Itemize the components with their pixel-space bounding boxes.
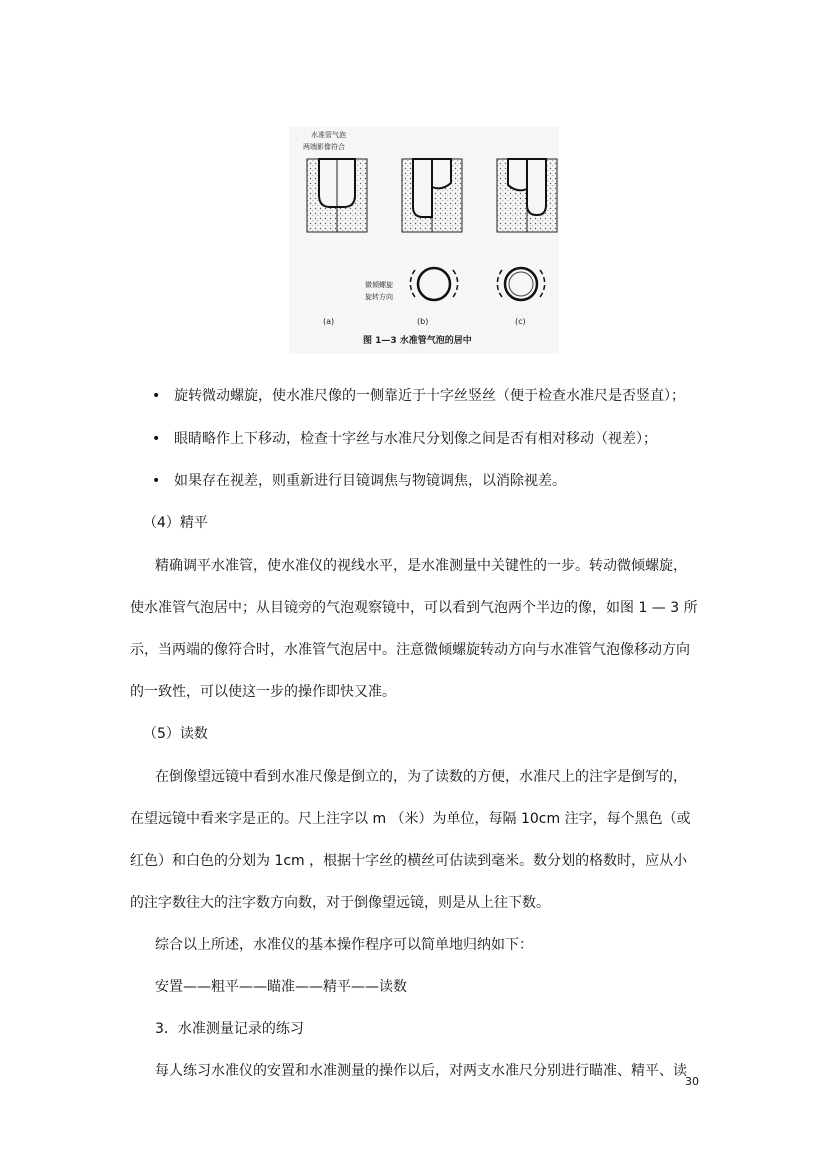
fig-left-label-2: 旋转方向 — [365, 293, 393, 301]
para-6-line-1: 每人练习水准仪的安置和水准测量的操作以后，对两支水准尺分别进行瞄准、精平、读 — [155, 1063, 687, 1079]
para-4-line-2: 使水准管气泡居中；从目镜旁的气泡观察镜中，可以看到气泡两个半边的像，如图 1 — 3 所 — [130, 600, 698, 616]
fig-top-label-2: 两端影像符合 — [303, 143, 345, 151]
bullet-dot: • — [152, 388, 161, 404]
panel-b-tube — [402, 159, 462, 232]
summary-text: 综合以上所述，水准仪的基本操作程序可以简单地归纳如下： — [155, 937, 533, 953]
para-5-line-2: 在望远镜中看来字是正的。尺上注字以 m （米）为单位，每隔 10cm 注字，每个黑色（或 — [130, 811, 691, 827]
bullet-item-1: 旋转微动螺旋，使水准尺像的一侧靠近于十字丝竖丝（便于检查水准尺是否竖直）； — [174, 388, 685, 404]
fig-top-label-1: 水准管气泡 — [311, 131, 346, 139]
bullet-dot: • — [152, 431, 161, 447]
para-4-line-3: 示，当两端的像符合时，水准管气泡居中。注意微倾螺旋转动方向与水准管气泡像移动方向 — [130, 642, 690, 658]
panel-label-a: (a) — [323, 317, 335, 326]
bullet-dot: • — [152, 473, 161, 489]
panel-c-tube — [497, 159, 557, 232]
heading-fine-leveling: （4）精平 — [143, 515, 208, 531]
bullet-item-3: 如果存在视差，则重新进行目镜调焦与物镜调焦，以消除视差。 — [174, 473, 566, 489]
section-3-heading: 3．水准测量记录的练习 — [155, 1021, 304, 1037]
figure-bubble-centering — [289, 127, 559, 354]
panel-label-c: (c) — [515, 317, 526, 326]
panel-label-b: (b) — [417, 317, 429, 326]
panel-c-knob — [497, 268, 544, 300]
para-5-line-4: 的注字数往大的注字数方向数，对于倒像望远镜，则是从上往下数。 — [130, 895, 550, 911]
para-4-line-4: 的一致性，可以使这一步的操作即快又准。 — [130, 684, 396, 700]
figure-caption: 图 1—3 水准管气泡的居中 — [363, 336, 472, 346]
para-4-line-1: 精确调平水准管，使水准仪的视线水平，是水准测量中关键性的一步。转动微倾螺旋， — [155, 558, 687, 574]
figure-drawing — [289, 127, 559, 354]
para-5-line-1: 在倒像望远镜中看到水准尺像是倒立的，为了读数的方便，水准尺上的注字是倒写的， — [155, 769, 687, 785]
heading-reading: （5）读数 — [143, 726, 208, 742]
panel-a-tube — [307, 159, 367, 232]
para-5-line-3: 红色）和白色的分划为 1cm ，根据十字丝的横丝可估读到毫米。数分划的格数时，应从小 — [130, 853, 688, 869]
panel-b-knob — [410, 268, 457, 300]
bullet-item-2: 眼睛略作上下移动，检查十字丝与水准尺分划像之间是否有相对移动（视差）； — [174, 431, 657, 447]
page-number: 30 — [685, 1075, 699, 1088]
fig-left-label-1: 微倾螺旋 — [365, 281, 393, 289]
operation-steps: 安置——粗平——瞄准——精平——读数 — [155, 979, 407, 995]
